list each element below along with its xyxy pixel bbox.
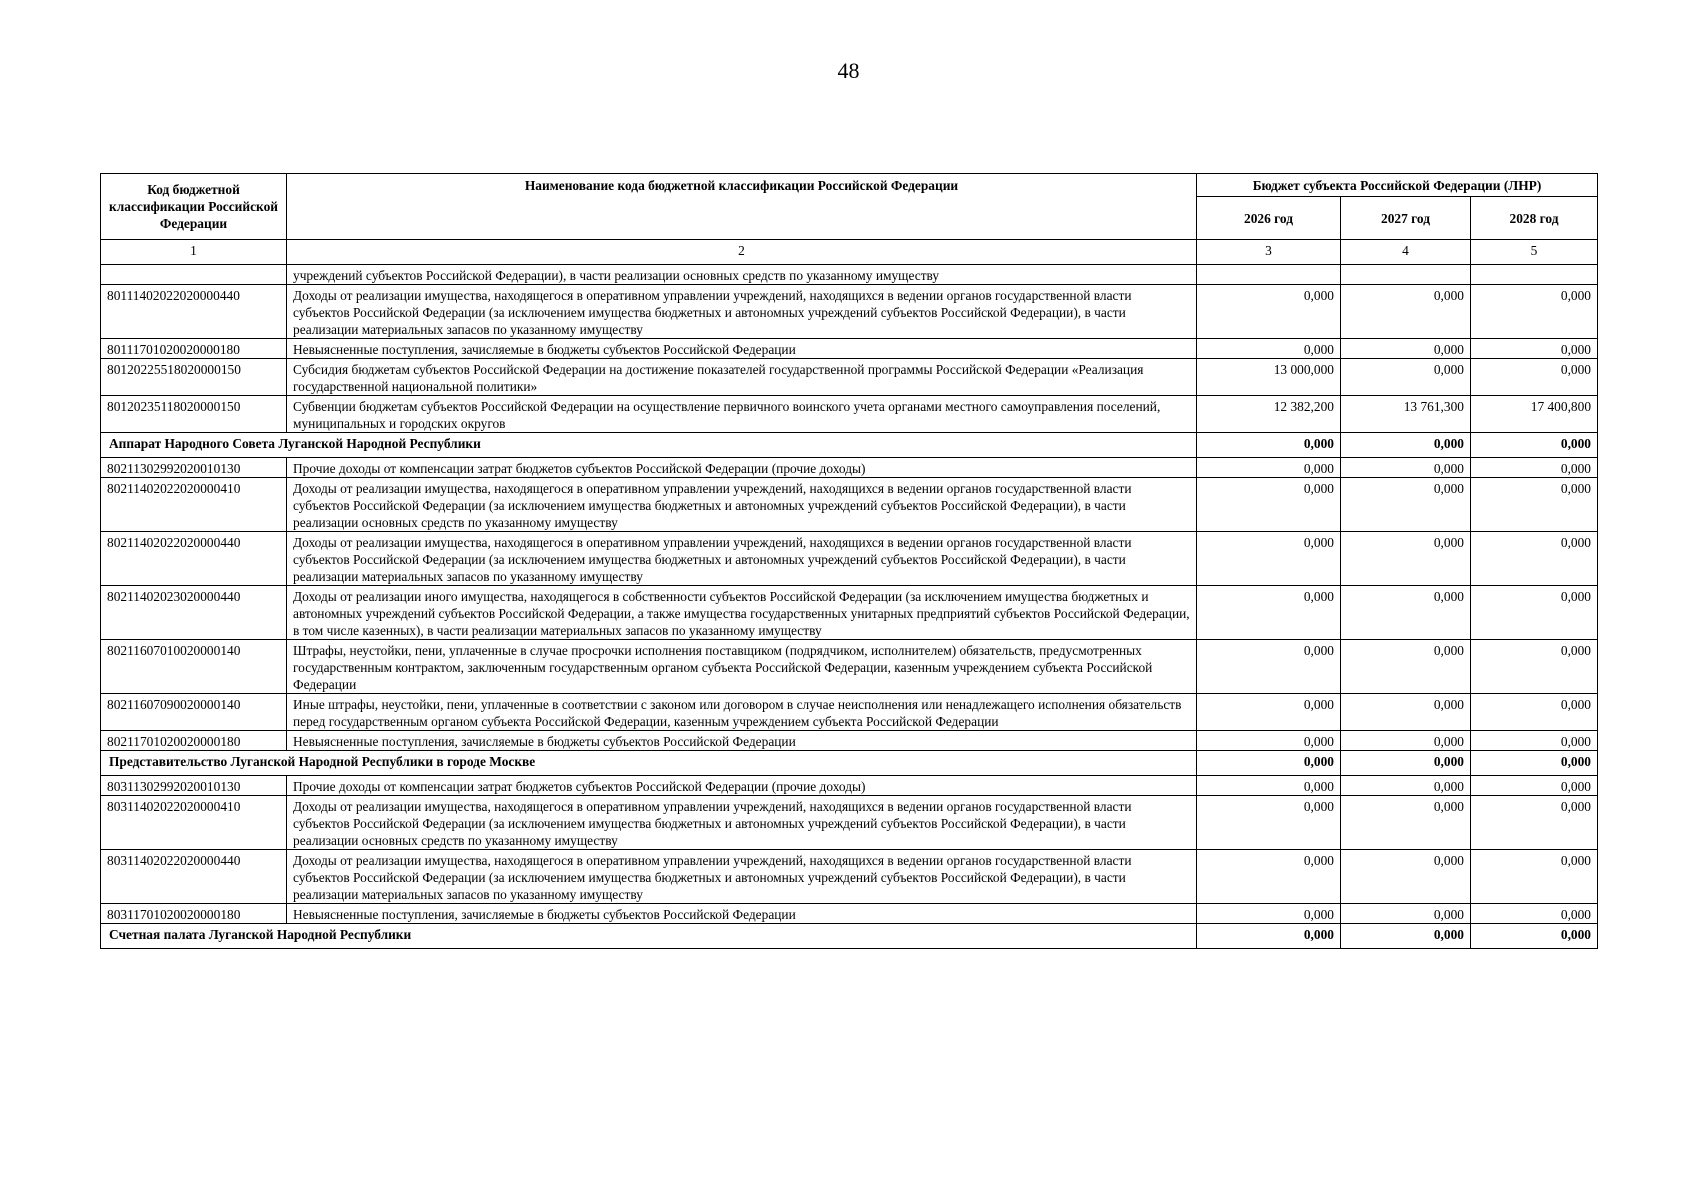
amount-2027: 0,000 — [1341, 694, 1471, 731]
budget-code: 80211402023020000440 — [101, 586, 287, 640]
amount-2027: 0,000 — [1341, 458, 1471, 478]
budget-code: 80111701020020000180 — [101, 339, 287, 359]
amount-2028: 0,000 — [1471, 751, 1598, 776]
amount-2027: 13 761,300 — [1341, 396, 1471, 433]
amount-2028: 0,000 — [1471, 285, 1598, 339]
budget-code: 80111402022020000440 — [101, 285, 287, 339]
amount-2028: 0,000 — [1471, 924, 1598, 949]
amount-2026: 0,000 — [1197, 532, 1341, 586]
table-row — [101, 458, 1598, 478]
amount-2026: 13 000,000 — [1197, 359, 1341, 396]
amount-2028: 0,000 — [1471, 458, 1598, 478]
amount-2028: 0,000 — [1471, 359, 1598, 396]
budget-code: 80311402022020000410 — [101, 796, 287, 850]
amount-2026: 0,000 — [1197, 458, 1341, 478]
budget-code-name: Доходы от реализации имущества, находящегося в оперативном управлении учреждений, находящихся в ведении органов государственной власти субъектов Российской Федерации (за исключением имущества бюджетных и автономных учреждений субъектов Российской Федерации), в части реализации материальных запасов по указанному имуществу — [287, 850, 1197, 904]
amount-2028: 0,000 — [1471, 478, 1598, 532]
amount-2028: 0,000 — [1471, 796, 1598, 850]
amount-2026: 12 382,200 — [1197, 396, 1341, 433]
budget-code-name: Штрафы, неустойки, пени, уплаченные в случае просрочки исполнения поставщиком (подрядчиком, исполнителем) обязательств, предусмотренных государственным контрактом, заключенным государственным органом субъекта Российской Федерации, казенным учреждением субъекта Российской Федерации — [287, 640, 1197, 694]
amount-2026: 0,000 — [1197, 478, 1341, 532]
amount-2026: 0,000 — [1197, 694, 1341, 731]
amount-2027: 0,000 — [1341, 532, 1471, 586]
column-number: 1 — [101, 240, 287, 265]
table-row — [101, 478, 1598, 532]
budget-code-name: Доходы от реализации иного имущества, находящегося в собственности субъектов Российской Федерации (за исключением имущества бюджетных и автономных учреждений субъектов Российской Федерации, а также имущества государственных унитарных предприятий субъектов Российской Федерации, в том числе казенных), в части реализации материальных запасов по указанному имуществу — [287, 586, 1197, 640]
budget-code: 80120225518020000150 — [101, 359, 287, 396]
amount-2028: 0,000 — [1471, 776, 1598, 796]
budget-code: 80211302992020010130 — [101, 458, 287, 478]
header-year-2026: 2026 год — [1197, 197, 1341, 240]
amount-2028: 0,000 — [1471, 850, 1598, 904]
budget-code: 80211607010020000140 — [101, 640, 287, 694]
budget-code: 80311302992020010130 — [101, 776, 287, 796]
amount-2026: 0,000 — [1197, 285, 1341, 339]
budget-code: 80211402022020000440 — [101, 532, 287, 586]
budget-code-name: Иные штрафы, неустойки, пени, уплаченные в соответствии с законом или договором в случае неисполнения или ненадлежащего исполнения обязательств перед государственным органом субъекта Российской Федерации, казенным учреждением субъекта Российской Федерации — [287, 694, 1197, 731]
amount-2027: 0,000 — [1341, 339, 1471, 359]
budget-code-name: Субвенции бюджетам субъектов Российской Федерации на осуществление первичного воинского учета органами местного самоуправления поселений, муниципальных и городских округов — [287, 396, 1197, 433]
section-row — [101, 751, 1598, 776]
amount-2026 — [1197, 265, 1341, 285]
amount-2027: 0,000 — [1341, 751, 1471, 776]
section-row — [101, 433, 1598, 458]
table-row — [101, 586, 1598, 640]
amount-2026: 0,000 — [1197, 731, 1341, 751]
amount-2027: 0,000 — [1341, 478, 1471, 532]
amount-2026: 0,000 — [1197, 751, 1341, 776]
column-number: 3 — [1197, 240, 1341, 265]
amount-2027: 0,000 — [1341, 796, 1471, 850]
amount-2027: 0,000 — [1341, 359, 1471, 396]
budget-code-name: Субсидия бюджетам субъектов Российской Федерации на достижение показателей государственной программы Российской Федерации «Реализация государственной национальной политики» — [287, 359, 1197, 396]
table-body — [101, 265, 1598, 949]
amount-2027 — [1341, 265, 1471, 285]
amount-2028 — [1471, 265, 1598, 285]
budget-code-name: Прочие доходы от компенсации затрат бюджетов субъектов Российской Федерации (прочие доходы) — [287, 776, 1197, 796]
budget-code-name: Прочие доходы от компенсации затрат бюджетов субъектов Российской Федерации (прочие доходы) — [287, 458, 1197, 478]
amount-2028: 0,000 — [1471, 339, 1598, 359]
amount-2027: 0,000 — [1341, 924, 1471, 949]
column-number: 2 — [287, 240, 1197, 265]
amount-2028: 0,000 — [1471, 640, 1598, 694]
amount-2026: 0,000 — [1197, 433, 1341, 458]
table-row — [101, 694, 1598, 731]
budget-code-name: Доходы от реализации имущества, находящегося в оперативном управлении учреждений, находящихся в ведении органов государственной власти субъектов Российской Федерации (за исключением имущества бюджетных и автономных учреждений субъектов Российской Федерации), в части реализации основных средств по указанному имуществу — [287, 478, 1197, 532]
amount-2028: 0,000 — [1471, 532, 1598, 586]
budget-code: 80211607090020000140 — [101, 694, 287, 731]
table-row — [101, 285, 1598, 339]
amount-2027: 0,000 — [1341, 850, 1471, 904]
table-row — [101, 796, 1598, 850]
budget-code-name: Доходы от реализации имущества, находящегося в оперативном управлении учреждений, находящихся в ведении органов государственной власти субъектов Российской Федерации (за исключением имущества бюджетных и автономных учреждений субъектов Российской Федерации), в части реализации основных средств по указанному имуществу — [287, 796, 1197, 850]
amount-2026: 0,000 — [1197, 776, 1341, 796]
table-row — [101, 359, 1598, 396]
budget-code: 80211402022020000410 — [101, 478, 287, 532]
section-title: Представительство Луганской Народной Республики в городе Москве — [101, 751, 1197, 776]
column-number: 4 — [1341, 240, 1471, 265]
amount-2026: 0,000 — [1197, 904, 1341, 924]
budget-code-name: Доходы от реализации имущества, находящегося в оперативном управлении учреждений, находящихся в ведении органов государственной власти субъектов Российской Федерации (за исключением имущества бюджетных и автономных учреждений субъектов Российской Федерации), в части реализации материальных запасов по указанному имуществу — [287, 285, 1197, 339]
amount-2026: 0,000 — [1197, 924, 1341, 949]
amount-2028: 0,000 — [1471, 586, 1598, 640]
amount-2028: 0,000 — [1471, 904, 1598, 924]
amount-2026: 0,000 — [1197, 586, 1341, 640]
budget-code: 80311402022020000440 — [101, 850, 287, 904]
amount-2026: 0,000 — [1197, 640, 1341, 694]
table-row — [101, 776, 1598, 796]
table-row — [101, 339, 1598, 359]
header-year-2028: 2028 год — [1471, 197, 1598, 240]
amount-2027: 0,000 — [1341, 285, 1471, 339]
table-row — [101, 850, 1598, 904]
amount-2026: 0,000 — [1197, 796, 1341, 850]
header-code: Код бюджетной классификации Российской Федерации — [101, 174, 287, 240]
budget-code-name: Невыясненные поступления, зачисляемые в бюджеты субъектов Российской Федерации — [287, 904, 1197, 924]
amount-2027: 0,000 — [1341, 433, 1471, 458]
table-row — [101, 396, 1598, 433]
amount-2026: 0,000 — [1197, 850, 1341, 904]
section-title: Счетная палата Луганской Народной Республики — [101, 924, 1197, 949]
budget-code-name: Невыясненные поступления, зачисляемые в бюджеты субъектов Российской Федерации — [287, 339, 1197, 359]
budget-code — [101, 265, 287, 285]
budget-code-name: Доходы от реализации имущества, находящегося в оперативном управлении учреждений, находящихся в ведении органов государственной власти субъектов Российской Федерации (за исключением имущества бюджетных и автономных учреждений субъектов Российской Федерации), в части реализации материальных запасов по указанному имуществу — [287, 532, 1197, 586]
amount-2026: 0,000 — [1197, 339, 1341, 359]
table-row — [101, 731, 1598, 751]
table-row — [101, 640, 1598, 694]
budget-code-name: учреждений субъектов Российской Федерации), в части реализации основных средств по указанному имуществу — [287, 265, 1197, 285]
amount-2027: 0,000 — [1341, 586, 1471, 640]
header-name: Наименование кода бюджетной классификации Российской Федерации — [287, 174, 1197, 240]
budget-code: 80311701020020000180 — [101, 904, 287, 924]
amount-2027: 0,000 — [1341, 904, 1471, 924]
table-row — [101, 532, 1598, 586]
amount-2027: 0,000 — [1341, 731, 1471, 751]
section-row — [101, 924, 1598, 949]
amount-2028: 0,000 — [1471, 433, 1598, 458]
table-row — [101, 265, 1598, 285]
budget-code: 80211701020020000180 — [101, 731, 287, 751]
budget-code-name: Невыясненные поступления, зачисляемые в бюджеты субъектов Российской Федерации — [287, 731, 1197, 751]
amount-2028: 0,000 — [1471, 731, 1598, 751]
page-number: 48 — [837, 58, 860, 83]
header-year-2027: 2027 год — [1341, 197, 1471, 240]
amount-2027: 0,000 — [1341, 776, 1471, 796]
section-title: Аппарат Народного Совета Луганской Народной Республики — [101, 433, 1197, 458]
budget-table — [100, 173, 1598, 949]
amount-2027: 0,000 — [1341, 640, 1471, 694]
budget-code: 80120235118020000150 — [101, 396, 287, 433]
column-number: 5 — [1471, 240, 1598, 265]
table-row — [101, 904, 1598, 924]
header-budget: Бюджет субъекта Российской Федерации (ЛНР) — [1197, 174, 1598, 197]
amount-2028: 17 400,800 — [1471, 396, 1598, 433]
amount-2028: 0,000 — [1471, 694, 1598, 731]
